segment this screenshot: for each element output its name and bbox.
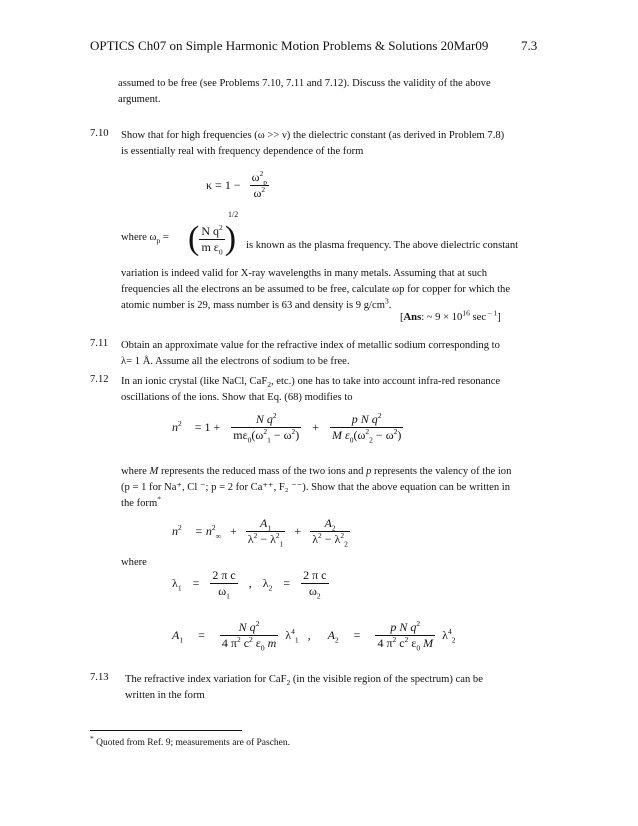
eq2-fraction-2 [330,412,403,443]
a1-lambda: $\lambda^4_1$ [285,627,299,645]
eq3-n-infinity: = $n^2_\infty$ [194,523,221,541]
a1-fraction [220,620,278,651]
problem-number-7-11: 7.11 [90,338,109,349]
eq2-equals-one-plus: = 1 + [194,420,221,434]
p711-line-1: Obtain an approximate value for the refractive index of metallic sodium corresponding to [121,340,500,351]
plasma-fraction [199,224,224,255]
answer-7-10: [Ans: ~ $9 \times 10^{16}$ sec $^{- 1}$] [400,308,501,323]
footnote [90,733,291,748]
problem-number-7-13: 7.13 [90,672,109,683]
p712-line-5: the form* [121,494,161,509]
lambda-1-num: 2 π c [212,568,236,582]
p710-line-1: Show that for high frequencies (ω >> ν) the dielectric constant (as derived in Problem 7.8) [121,130,505,141]
p710-line-5: atomic number is 29, mass number is 63 and density is 9 $g/cm^3$. [121,296,392,311]
p710-line-3: variation is indeed valid for X-ray wavelengths in many metals. Assuming that at such [121,268,487,279]
eq2-f2-den: M $\varepsilon_0(\omega^2_2 - \omega^2)$ [332,427,402,445]
eq2-fraction-1 [231,412,301,443]
problem-7-11-text [121,338,546,370]
a2-num: p N $q^2$ [375,620,435,636]
eq1-denominator [250,186,269,201]
page-number: 7.3 [521,38,538,53]
problem-7-12-text-cont [121,464,546,512]
problem-number-7-12: 7.12 [90,374,109,385]
problem-number-7-10: 7.10 [90,128,109,139]
eq1-den-omega: ω [253,186,262,200]
problem-7-10-text [121,128,546,160]
lambda-2-den: $\omega_2$ [308,584,321,601]
p713-line-2: written in the form [125,690,205,701]
left-paren-icon: ( [188,220,200,257]
lambda-2-symbol: $\lambda_2$ [262,576,273,593]
where-omega-p: where $\omega_p$ = [121,232,169,246]
footnote-rule [90,730,242,731]
p712-line-2: oscillations of the ions. Show that Eq. (68) modifies to [121,392,353,403]
p711-line-2: λ= 1 Å. Assume all the electrons of sodium to be free. [121,356,350,367]
eq3-a2-den: $\lambda^2 - \lambda^2_2$ [312,531,348,549]
a2-equals: = [353,628,361,642]
a-comma: , [307,628,311,642]
eq3-a1-den: $\lambda^2 - \lambda^2_1$ [247,531,284,549]
plasma-power: 1/2 [228,210,239,219]
footnote-mark: * [90,733,94,743]
intro-line-1: assumed to be free (see Problems 7.10, 7.11 and 7.12). Discuss the validity of the above [118,78,491,89]
p712-line-4: (p = 1 for Na⁺, Cl ⁻; p = 2 for Ca⁺⁺, F₂ ⁻⁻). Show that the above equation can be written in [121,482,510,493]
eq2-f1-num: N $q^2$ [231,412,301,428]
lambda-1-fraction [210,568,237,599]
right-paren-icon: ) [224,220,237,257]
plasma-frequency-line [121,232,169,246]
a2-den: 4 $\pi^2$ $c^2$ $\varepsilon_0$ M [377,635,434,653]
p712-line-1: In an ionic crystal (like NaCl, CaF$_2$, etc.) one has to take into account infra-red resonance [121,376,501,390]
equation-a-definitions [172,620,455,651]
plasma-fraction-group [188,220,236,258]
page-header-title: OPTICS Ch07 on Simple Harmonic Motion Problems & Solutions 20Mar09 [90,38,489,53]
eq1-num-omega: ω [251,170,260,184]
eq3-lhs: $n^2$ [172,523,182,538]
p712-line-3: where M represents the reduced mass of the two ions and p represents the valency of the ion [121,466,512,477]
eq3-plus-1: + [229,524,237,538]
a1-symbol: $A_1$ [172,628,184,645]
eq1-numerator [250,170,269,186]
a2-lambda: $\lambda^4_2$ [442,627,456,645]
equation-refractive-index-1 [172,412,403,443]
eq2-lhs: $n^2$ [172,419,182,434]
equation-dielectric-constant [206,170,269,201]
a1-num: N $q^2$ [220,620,278,636]
footnote-text: Quoted from Ref. 9; measurements are of Paschen. [93,738,291,748]
plasma-denominator: m $\varepsilon_0$ [201,239,223,256]
lambda-2-fraction [301,568,328,599]
eq3-a1-num: $A_1$ [246,516,286,532]
plasma-numerator: N $q^2$ [201,222,223,238]
lambda-2-num: 2 π c [303,568,327,582]
equation-lambda-definitions [172,568,329,599]
a1-den: 4 $\pi^2$ $c^2$ $\varepsilon_0$ m [221,635,277,653]
eq3-fraction-a2 [310,516,350,547]
problem-7-12-text [121,374,546,406]
lambda-2-equals: = [283,576,291,590]
eq1-den-sup: 2 [261,185,266,194]
p710-line-2: is essentially real with frequency dependence of the form [121,146,364,157]
eq1-lhs: κ = 1 − [206,178,241,192]
problem-7-10-text-cont [121,266,546,314]
eq2-plus: + [312,420,320,434]
eq3-a2-num: $A_2$ [310,516,350,532]
answer-label: Ans [403,312,422,323]
a1-equals: = [198,628,205,642]
eq1-num-sub: p [263,177,267,187]
lambda-1-den: $\omega_1$ [218,584,230,601]
p713-line-1: The refractive index variation for CaF$_2$ (in the visible region of the spectrum) can be [125,674,483,688]
where-label: where [121,557,147,568]
a2-fraction [375,620,435,651]
eq3-plus-2: + [294,524,302,538]
eq2-f1-den: $m\varepsilon_0(\omega^2_1 - \omega^2)$ [233,427,300,445]
eq2-f2-num: p N $q^2$ [330,412,403,428]
intro-line-2: argument. [118,94,161,105]
intro-paragraph [118,76,543,108]
eq1-num-sup: 2 [259,169,264,178]
a2-symbol: $A_2$ [327,628,339,645]
equation-refractive-index-2 [172,516,350,547]
lambda-comma: , [248,576,252,590]
p710-line-4: frequencies all the electrons an be assumed to be free, calculate ωp for copper for which the [121,284,511,295]
plasma-frequency-text: is known as the plasma frequency. The above dielectric constant [246,240,519,251]
eq1-fraction [250,170,269,201]
problem-7-13-text [125,672,550,704]
lambda-1-symbol: $\lambda_1$ [172,576,182,593]
eq3-fraction-a1 [246,516,286,547]
lambda-1-equals: = [192,576,200,590]
